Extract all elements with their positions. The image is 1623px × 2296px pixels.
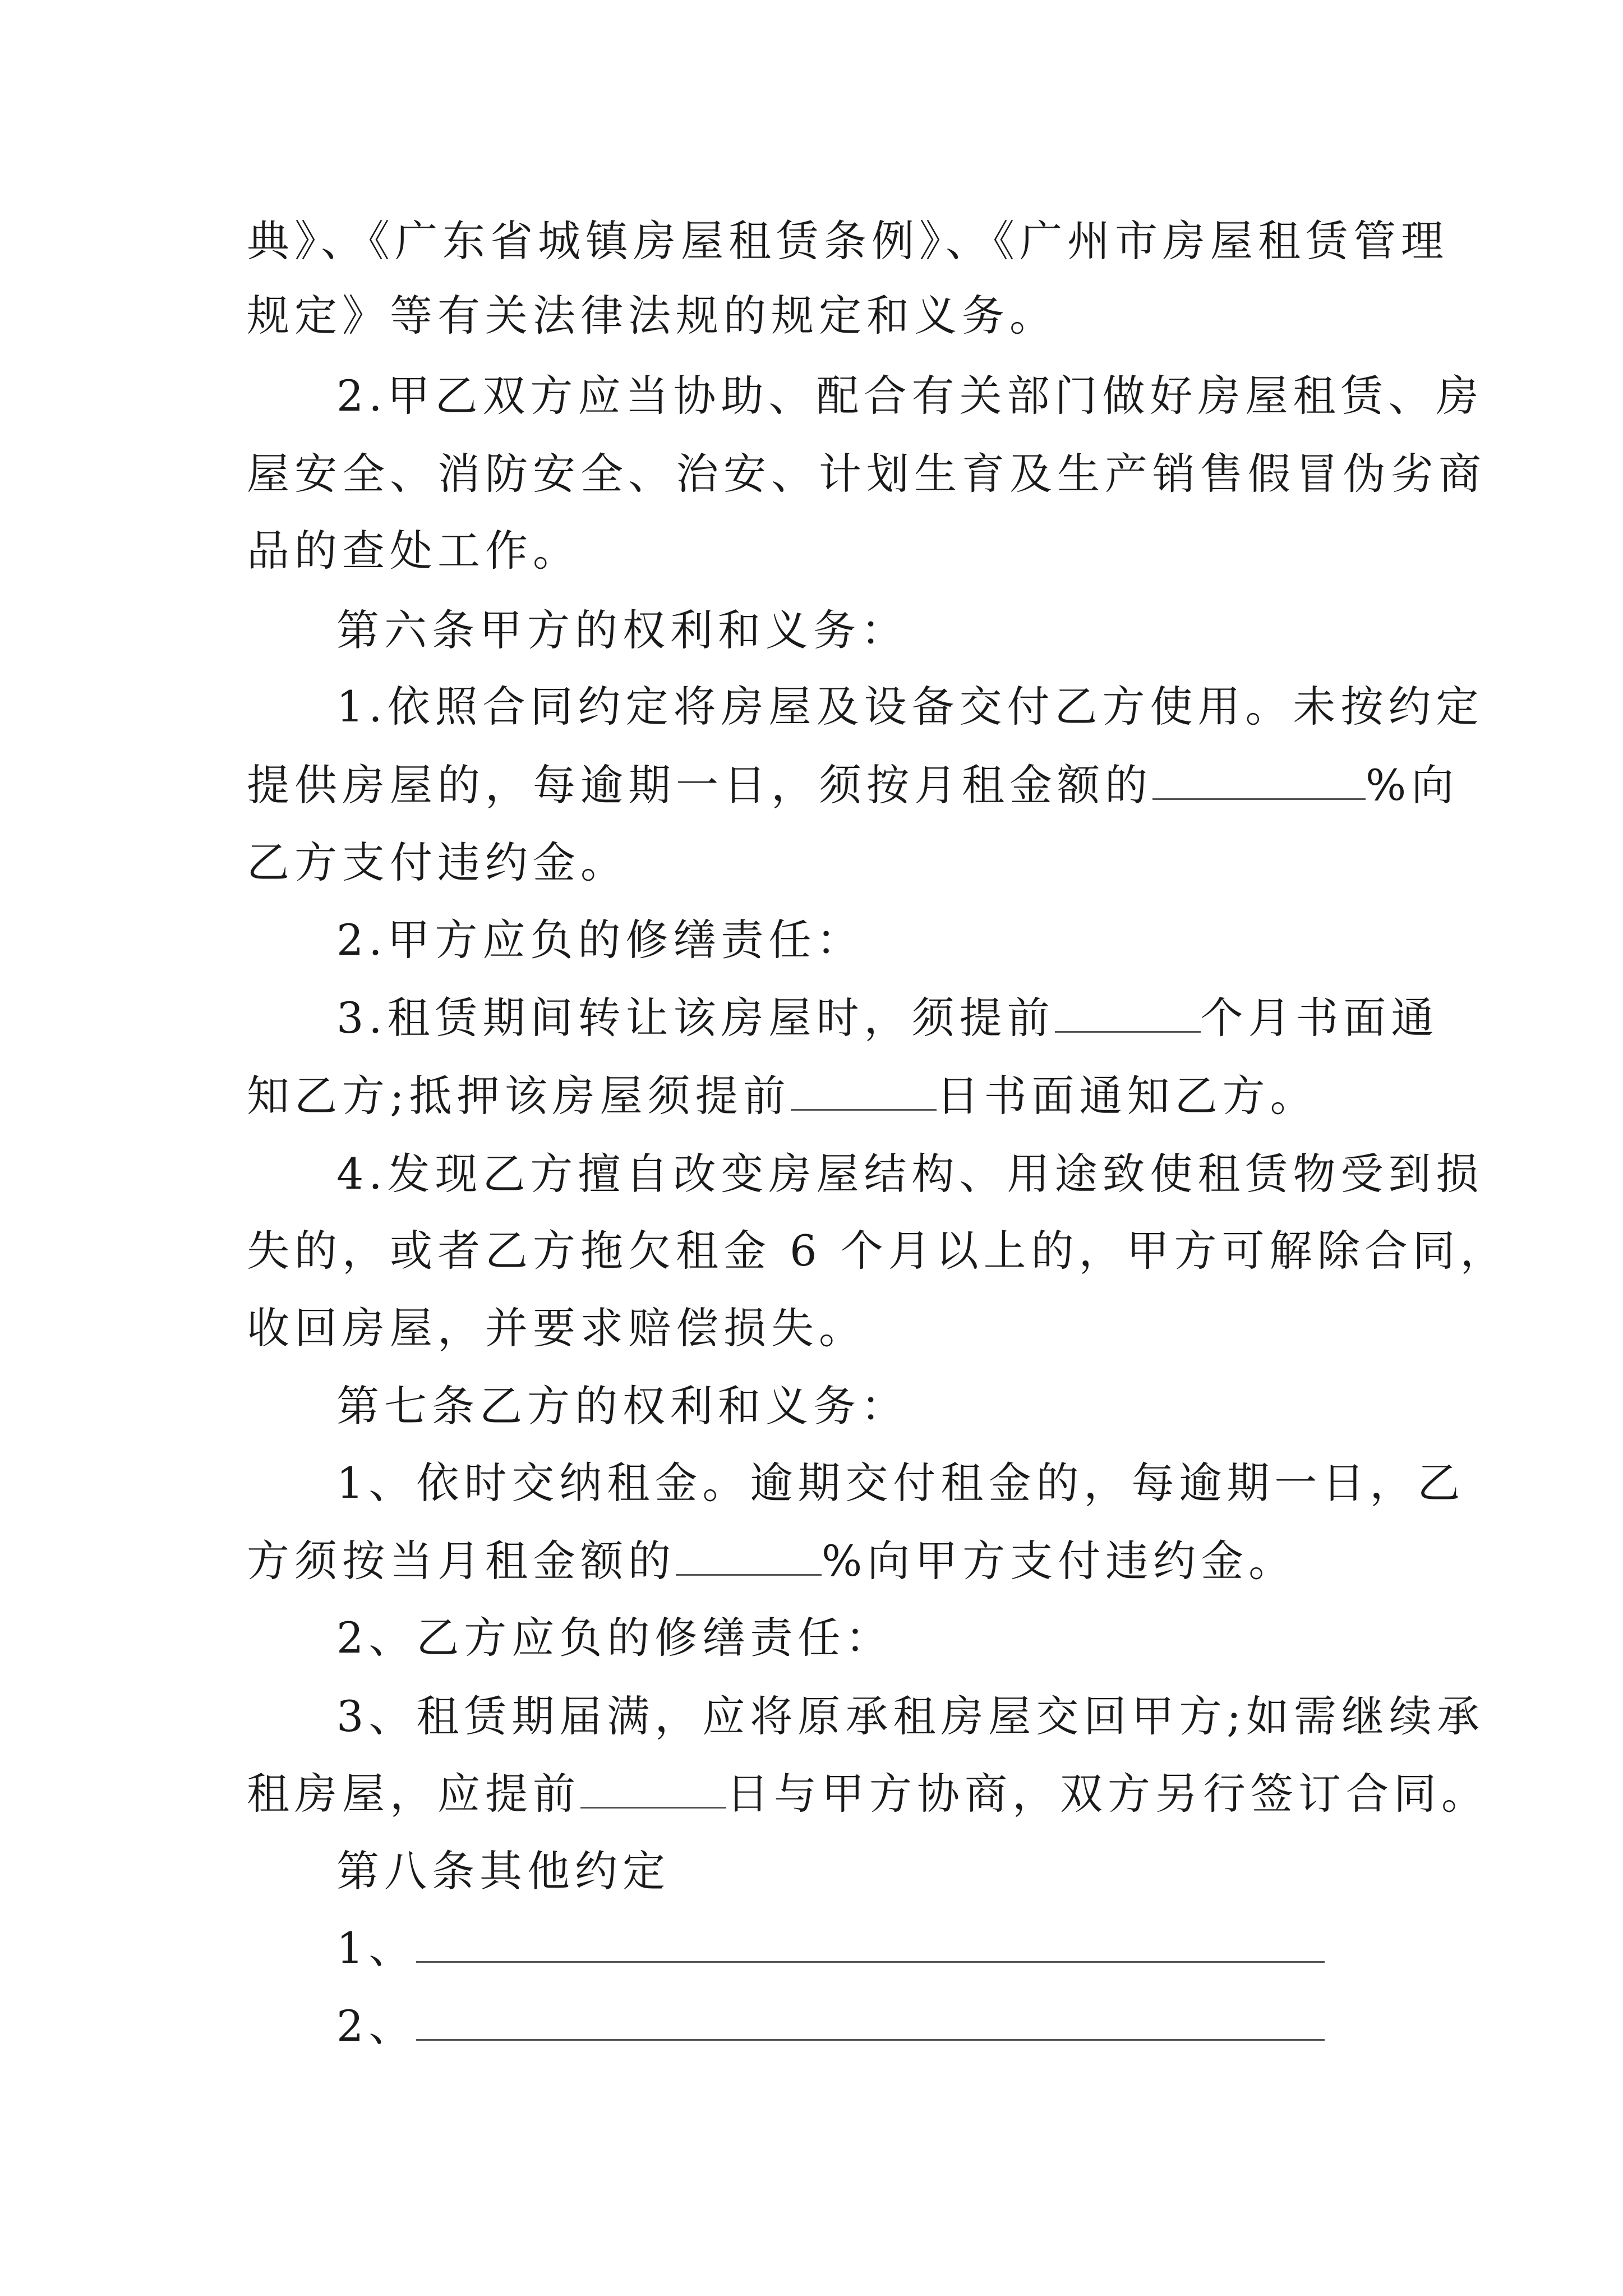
text-line [247, 1533, 1296, 1589]
fill-blank [1152, 759, 1366, 800]
text-line: 屋安全、消防安全、治安、计划生育及生产销售假冒伪劣商 [247, 449, 1486, 499]
text-line [247, 1766, 1489, 1822]
section-heading: 第六条甲方的权利和义务： [336, 605, 909, 655]
text-segment: 知乙方;抵押该房屋须提前 [247, 1071, 791, 1121]
fill-blank [580, 1768, 726, 1809]
section-heading: 第八条其他约定 [336, 1846, 670, 1896]
text-line: 3、租赁期届满，应将原承租房屋交回甲方;如需继续承 [336, 1691, 1484, 1741]
text-line: 2.甲乙双方应当协助、配合有关部门做好房屋租赁、房 [336, 371, 1484, 421]
text-segment: 方须按当月租金额的 [247, 1536, 676, 1586]
text-line [336, 1998, 1325, 2054]
section-heading: 第七条乙方的权利和义务： [336, 1381, 909, 1431]
item-number: 2、 [336, 2001, 417, 2051]
fill-blank [416, 2000, 1325, 2041]
text-line: 4.发现乙方擅自改变房屋结构、用途致使租赁物受到损 [336, 1149, 1484, 1199]
text-line: 品的查处工作。 [247, 526, 580, 576]
item-number: 1、 [336, 1923, 417, 1973]
text-segment: 个月书面通 [1200, 993, 1439, 1043]
fill-blank [416, 1922, 1325, 1963]
text-line: 失的，或者乙方拖欠租金 6 个月以上的，甲方可解除合同， [247, 1226, 1508, 1276]
text-line: 1、依时交纳租金。逾期交付租金的，每逾期一日，乙 [336, 1458, 1465, 1508]
text-line: 乙方支付违约金。 [247, 838, 628, 887]
text-line [336, 990, 1439, 1046]
text-line [247, 757, 1459, 813]
text-segment: %向 [1366, 760, 1459, 810]
text-segment: 提供房屋的，每逾期一日，须按月租金额的 [247, 760, 1152, 810]
fill-blank [1055, 992, 1201, 1033]
text-line: 1.依照合同约定将房屋及设备交付乙方使用。未按约定 [336, 682, 1484, 731]
fill-blank [791, 1070, 937, 1111]
text-line: 规定》等有关法律法规的规定和义务。 [247, 291, 1057, 341]
text-line [247, 1068, 1318, 1124]
fill-blank [676, 1535, 822, 1576]
text-line [336, 1920, 1325, 1976]
text-segment: 租房屋，应提前 [247, 1769, 580, 1819]
text-line: 2.甲方应负的修缮责任： [336, 915, 864, 965]
text-segment: 日书面通知乙方。 [936, 1071, 1318, 1121]
text-line: 收回房屋，并要求赔偿损失。 [247, 1303, 866, 1353]
text-line: 典》、《广东省城镇房屋租赁条例》、《广州市房屋租赁管理 [247, 216, 1449, 266]
text-line: 2、乙方应负的修缮责任： [336, 1613, 893, 1663]
text-segment: 日与甲方协商，双方另行签订合同。 [726, 1769, 1489, 1819]
text-segment: 3.租赁期间转让该房屋时，须提前 [336, 993, 1055, 1043]
text-segment: %向甲方支付违约金。 [822, 1536, 1297, 1586]
